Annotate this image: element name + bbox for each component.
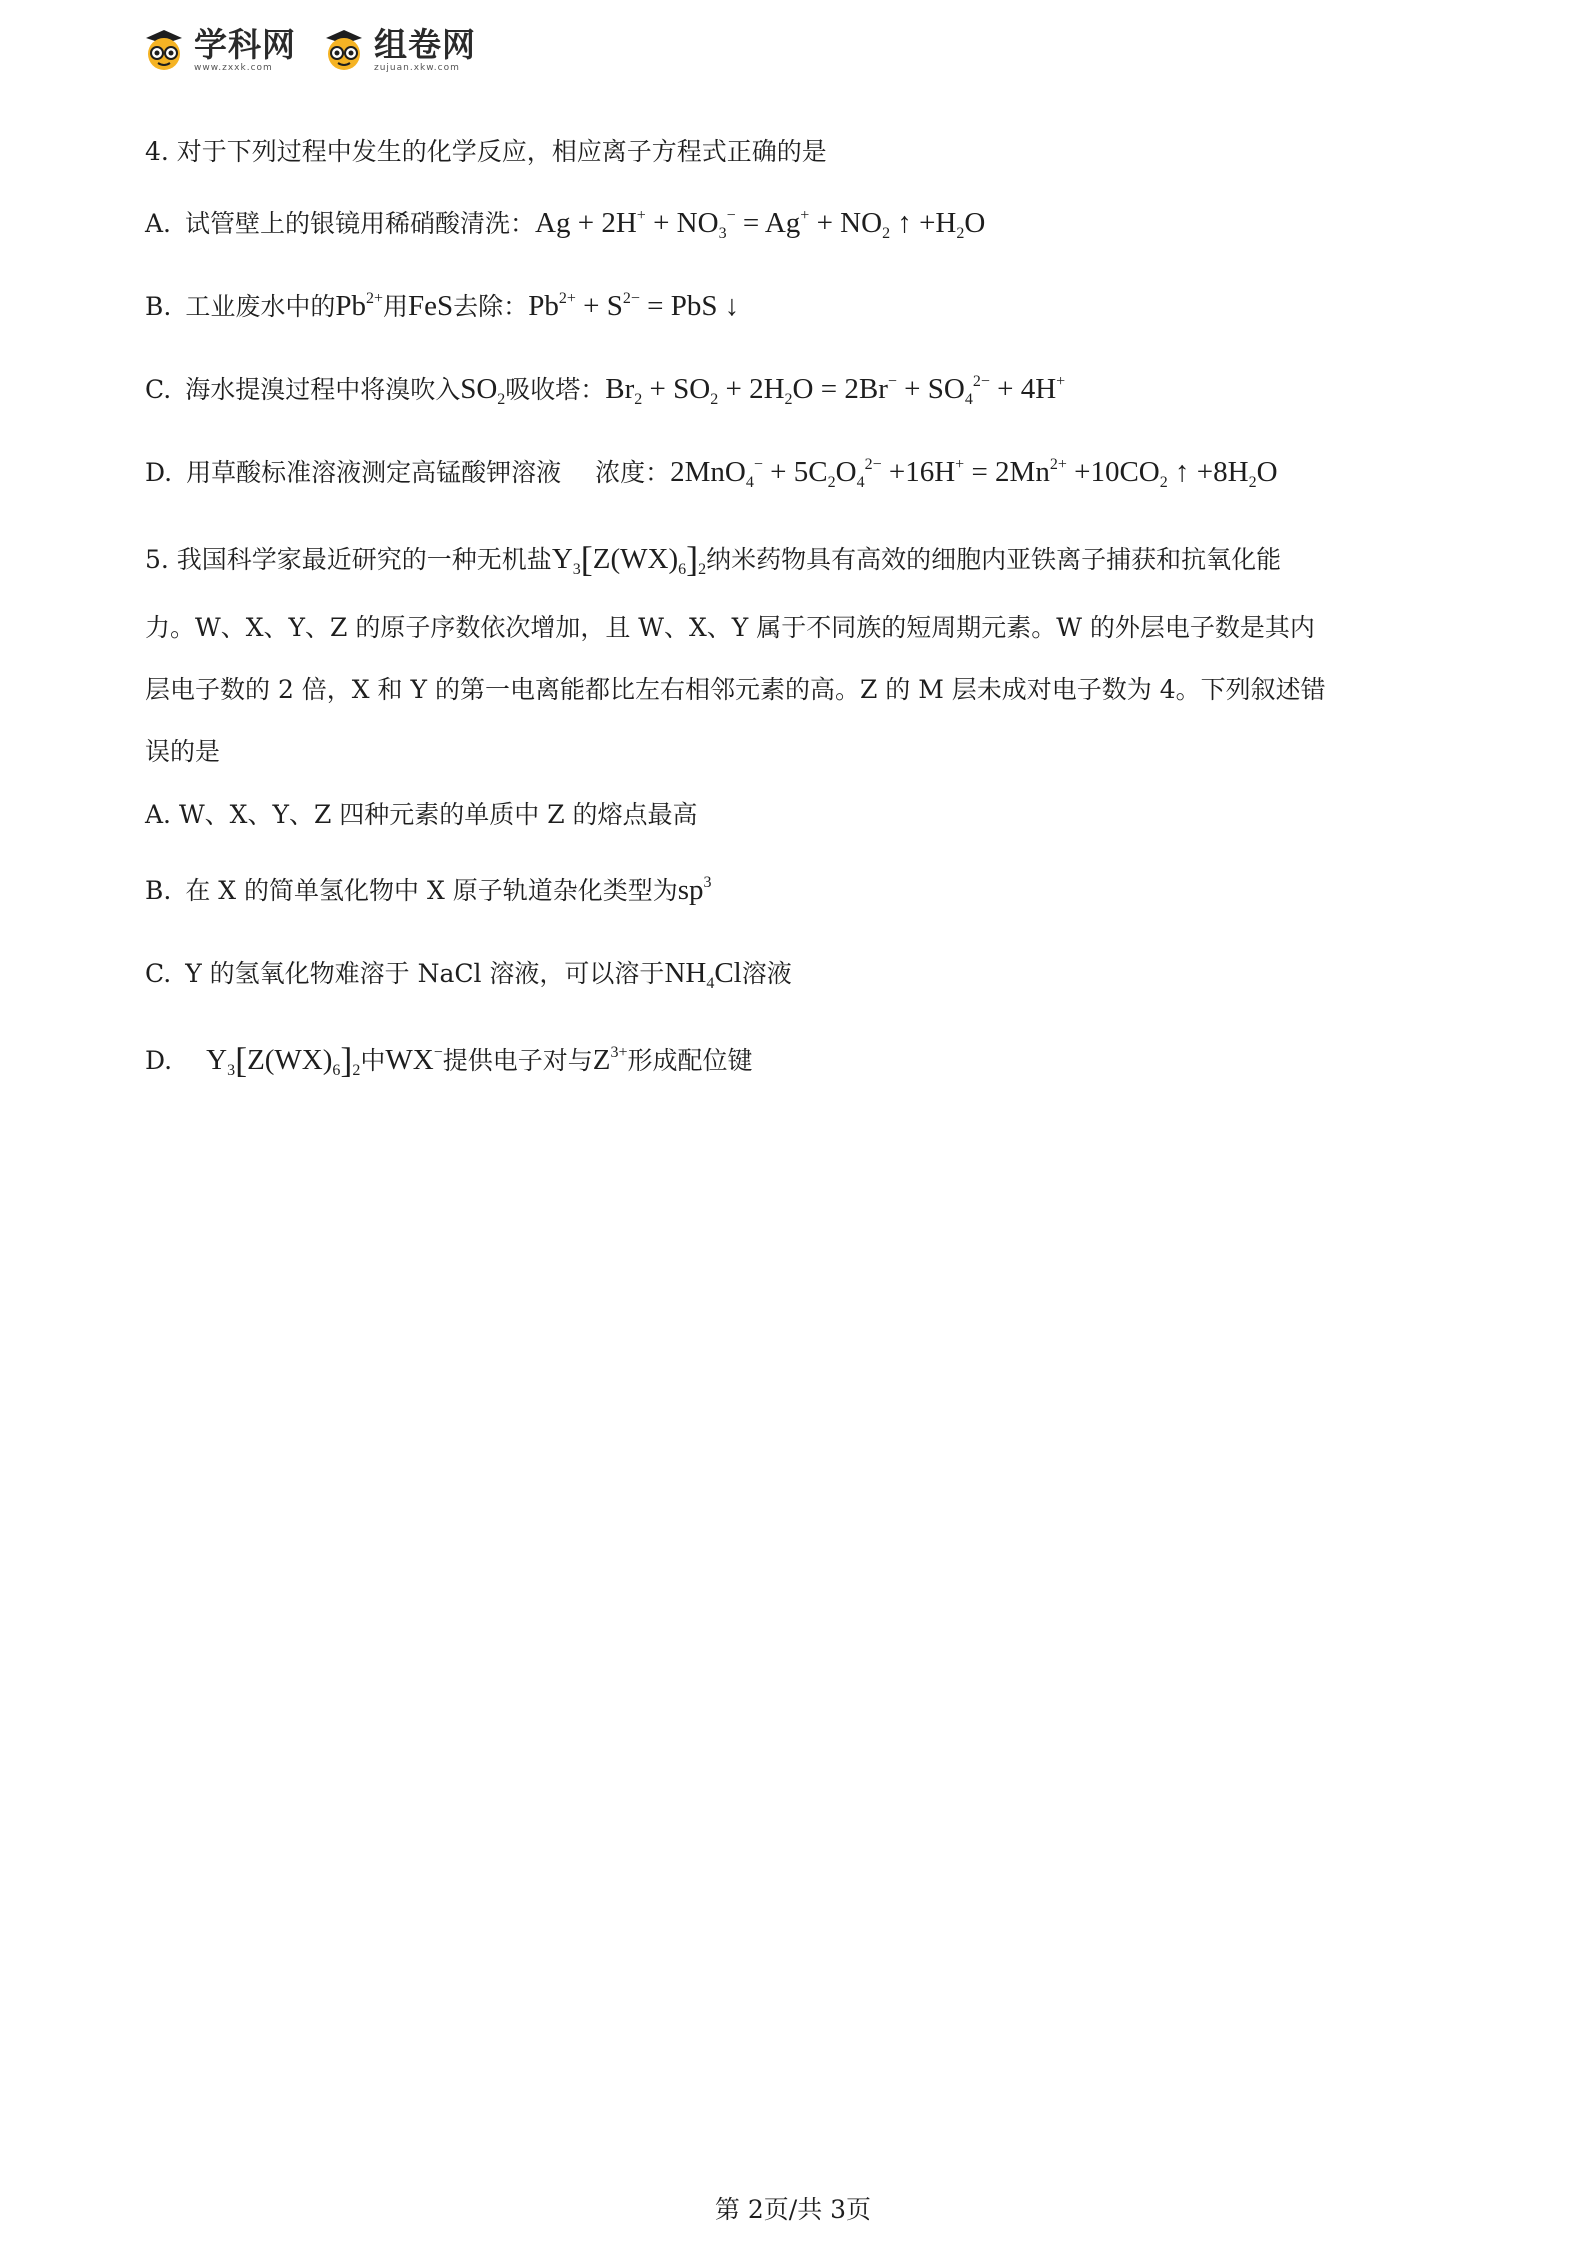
formula-z3: $Z^{3+}$ bbox=[592, 1044, 628, 1076]
option-label: B. bbox=[145, 876, 172, 905]
q4-option-b bbox=[145, 289, 739, 324]
q5-option-b bbox=[145, 873, 712, 908]
formula-nh4cl: $NH_4Cl$ bbox=[664, 957, 742, 992]
formula-sp3: $sp^3$ bbox=[677, 874, 712, 906]
option-label: B. bbox=[145, 292, 172, 321]
q5-stem-line2: 力。W、X、Y、Z 的原子序数依次增加，且 W、X、Y 属于不同族的短周期元素。W 的外层电子数是其内 bbox=[145, 613, 1315, 642]
owl-face-icon bbox=[142, 28, 186, 72]
option-text: 形成配位键 bbox=[627, 1046, 753, 1075]
option-label: D. bbox=[145, 458, 173, 487]
q4-option-a bbox=[145, 206, 985, 241]
formula-wx: WX− bbox=[385, 1044, 443, 1076]
q4-option-d bbox=[145, 455, 1278, 490]
logo-xuekewang bbox=[142, 24, 296, 73]
logo-url: www.zxxk.com bbox=[194, 62, 273, 73]
q5-option-a: A. W、X、Y、Z 四种元素的单质中 Z 的熔点最高 bbox=[145, 800, 698, 829]
logo-zujuanwang bbox=[322, 24, 476, 73]
formula-fes: FeS bbox=[408, 290, 454, 322]
equation-b: $Pb^{2+} + S^{2-}$ = PbS ↓ bbox=[528, 290, 740, 322]
q4-option-c bbox=[145, 372, 1065, 407]
option-text: 溶液 bbox=[741, 959, 792, 988]
q5-stem-line4: 误的是 bbox=[145, 737, 221, 766]
q5-option-d bbox=[145, 1039, 753, 1082]
option-text: 在 X 的简单氢化物中 X 原子轨道杂化类型为 bbox=[185, 876, 678, 905]
option-text: 提供电子对与 bbox=[442, 1046, 593, 1075]
stem-text: 纳米药物具有高效的细胞内亚铁离子捕获和抗氧化能 bbox=[706, 545, 1282, 574]
option-text: 浓度： bbox=[595, 458, 671, 487]
page-number: 第 2页/共 3页 bbox=[714, 2195, 872, 2224]
option-text: 吸收塔： bbox=[505, 375, 606, 404]
q5-option-c bbox=[145, 956, 792, 991]
option-text: Y 的氢氧化物难溶于 NaCl 溶液，可以溶于 bbox=[185, 959, 665, 988]
option-text: 去除： bbox=[453, 292, 529, 321]
q4-stem: 4. 对于下列过程中发生的化学反应，相应离子方程式正确的是 bbox=[145, 137, 827, 166]
formula-pb: $Pb^{2+}$ bbox=[335, 290, 384, 322]
option-label: D. bbox=[145, 1046, 173, 1075]
option-text: 用草酸标准溶液测定高锰酸钾溶液 bbox=[186, 458, 562, 487]
option-label: C. bbox=[145, 375, 172, 404]
formula-so2: $SO_2$ bbox=[460, 373, 506, 408]
option-text: 中 bbox=[360, 1046, 386, 1075]
option-label: A. bbox=[145, 209, 172, 238]
option-text: 用 bbox=[383, 292, 409, 321]
owl-face-icon bbox=[322, 28, 366, 72]
q5-stem-line3: 层电子数的 2 倍，X 和 Y 的第一电离能都比左右相邻元素的高。Z 的 M 层未成对电子数为 4。下列叙述错 bbox=[145, 675, 1326, 704]
equation-a: $Ag + 2H^+ + NO_3^- = Ag^+ + NO_2$ ↑ $+H_2O$ bbox=[535, 207, 986, 242]
option-text: 海水提溴过程中将溴吹入 bbox=[185, 375, 461, 404]
logo-url: zujuan.xkw.com bbox=[374, 62, 460, 73]
header-logos bbox=[142, 20, 476, 80]
logo-name: 学科网 bbox=[194, 24, 296, 64]
logo-name: 组卷网 bbox=[374, 24, 476, 64]
option-text: 试管壁上的银镜用稀硝酸清洗： bbox=[185, 209, 536, 238]
stem-text: 5. 我国科学家最近研究的一种无机盐 bbox=[145, 545, 552, 574]
formula-salt: $Y_3[Z(WX)_6]_2$ bbox=[551, 539, 707, 579]
q5-stem-line1 bbox=[145, 538, 1281, 581]
option-text: 工业废水中的 bbox=[185, 292, 336, 321]
option-label: C. bbox=[145, 959, 172, 988]
equation-c: $Br_2 + SO_2 + 2H_2O = 2Br^- + SO_4^{2-} + 4H^+$ bbox=[605, 373, 1066, 408]
formula-salt: $Y_3[Z(WX)_6]_2$ bbox=[206, 1040, 361, 1080]
equation-d: $2MnO_4^- + 5C_2O_4^{2-} +16H^+ = 2Mn^{2+} +10CO_2$ ↑ $+8H_2O$ bbox=[670, 456, 1278, 491]
